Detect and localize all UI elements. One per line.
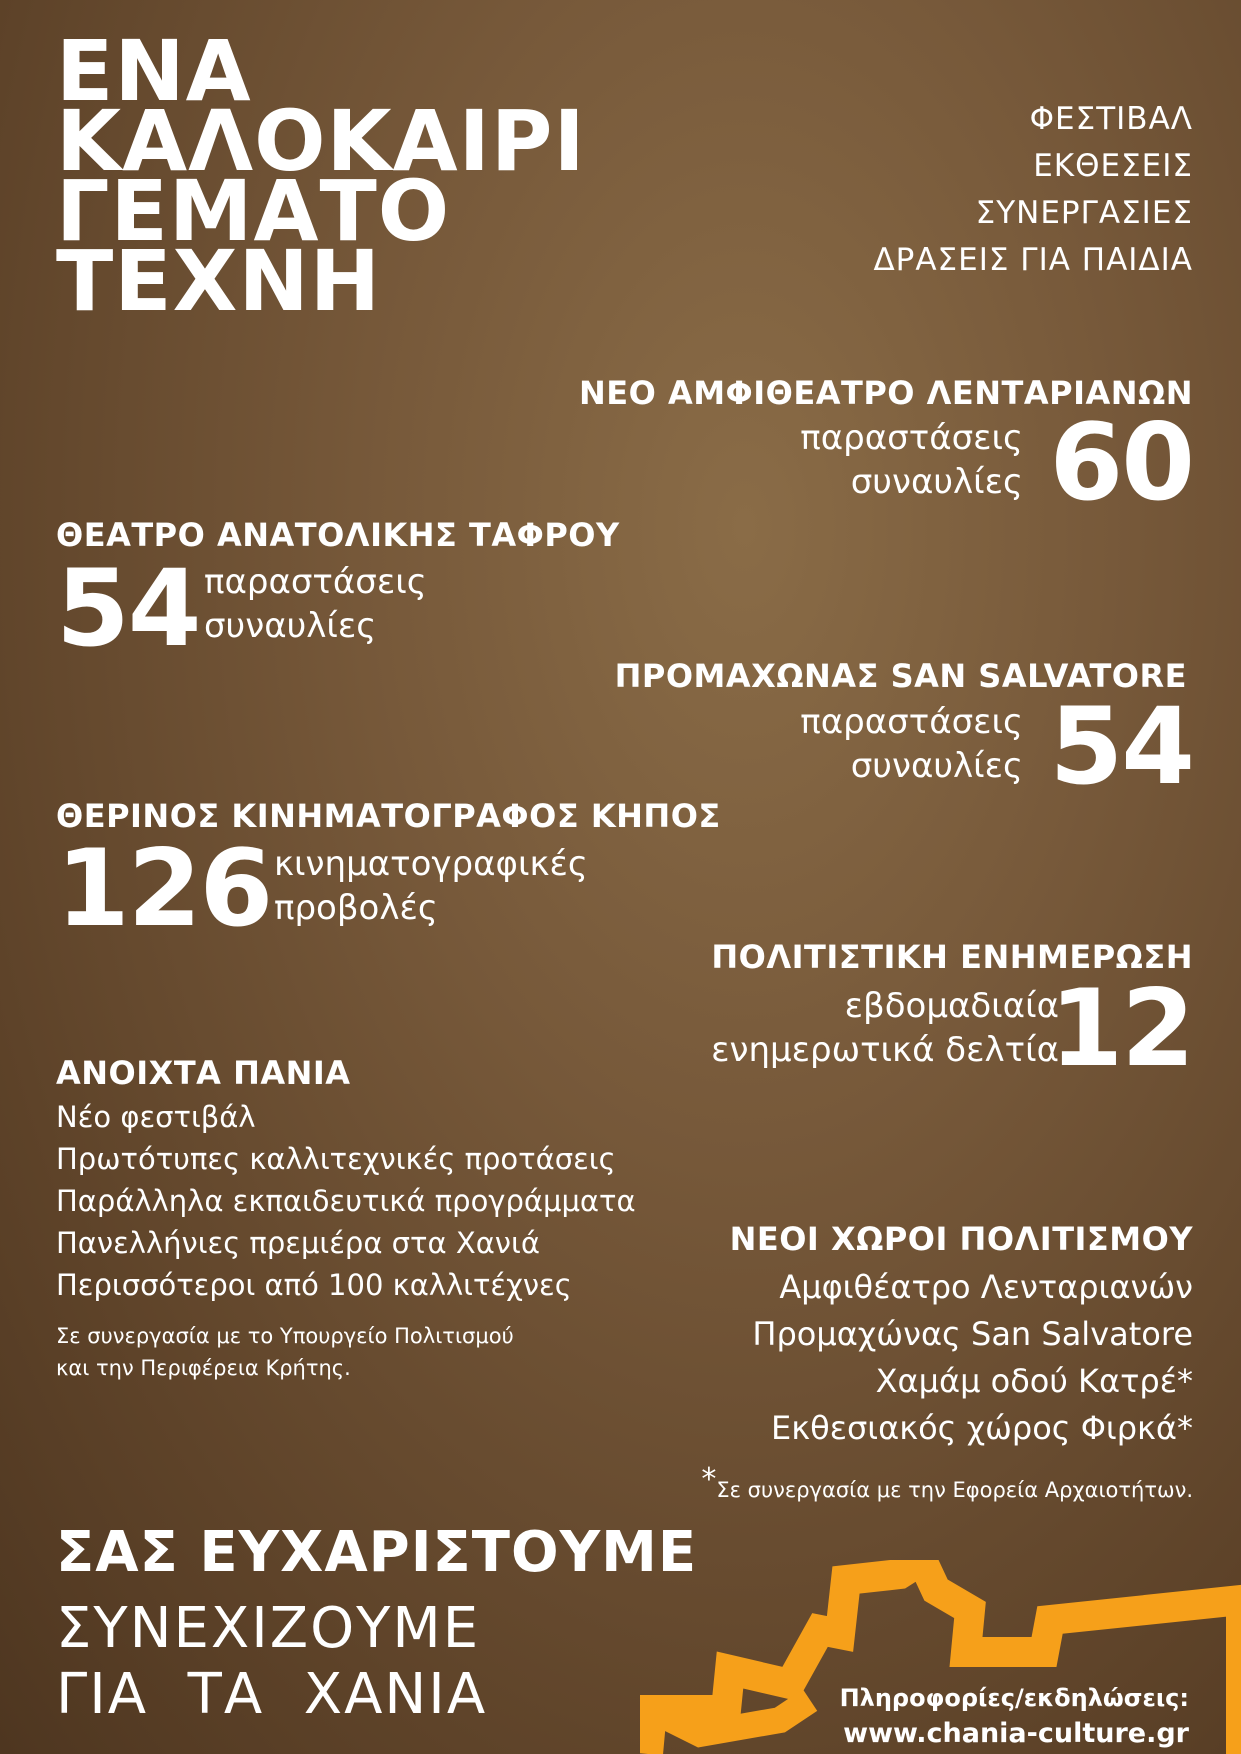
venue-desc-line: συναυλίες bbox=[204, 606, 377, 646]
venue-desc-san-salvatore bbox=[800, 700, 1023, 788]
footnote-mark: * bbox=[701, 1462, 717, 1497]
venue-desc-line: προβολές bbox=[274, 888, 438, 928]
venue-desc-line: παραστάσεις bbox=[800, 702, 1023, 742]
anoixta-pania-title: ΑΝΟΙΧΤΑ ΠΑΝΙΑ bbox=[56, 1054, 351, 1092]
list-item: Παράλληλα εκπαιδευτικά προγράμματα bbox=[56, 1184, 636, 1218]
note-line: και την Περιφέρεια Κρήτης. bbox=[56, 1356, 351, 1380]
continue-line: ΓΙΑ ΤΑ ΧΑΝΙΑ bbox=[56, 1662, 488, 1727]
venue-title-kipos: ΘΕΡΙΝΟΣ ΚΙΝΗΜΑΤΟΓΡΑΦΟΣ ΚΗΠΟΣ bbox=[56, 797, 721, 835]
main-title-line: ΚΑΛΟΚΑΙΡΙ bbox=[56, 92, 586, 190]
main-title-line: ΤΕΧΝΗ bbox=[56, 232, 382, 330]
list-item: Νέο φεστιβάλ bbox=[56, 1100, 256, 1134]
new-spaces-footnote bbox=[701, 1462, 1193, 1506]
venue-title-anatolikis-tafrou: ΘΕΑΤΡΟ ΑΝΑΤΟΛΙΚΗΣ ΤΑΦΡΟΥ bbox=[56, 516, 620, 554]
list-item: Προμαχώνας San Salvatore bbox=[752, 1315, 1193, 1353]
contact-label: Πληροφορίες/εκδηλώσεις: bbox=[839, 1684, 1189, 1712]
list-item: Χαμάμ οδού Κατρέ* bbox=[875, 1362, 1193, 1400]
list-item: Εκθεσιακός χώρος Φιρκά* bbox=[771, 1409, 1193, 1447]
category-item: ΣΥΝΕΡΓΑΣΙΕΣ bbox=[975, 195, 1193, 231]
venue-desc-line: ενημερωτικά δελτία bbox=[711, 1030, 1059, 1070]
new-spaces-title: ΝΕΟΙ ΧΩΡΟΙ ΠΟΛΙΤΙΣΜΟΥ bbox=[729, 1220, 1193, 1258]
list-item: Πανελλήνιες πρεμιέρα στα Χανιά bbox=[56, 1226, 540, 1260]
venue-desc-line: παραστάσεις bbox=[800, 418, 1023, 458]
thanks-heading: ΣΑΣ ΕΥΧΑΡΙΣΤΟΥΜΕ bbox=[56, 1520, 698, 1585]
category-item: ΔΡΑΣΕΙΣ ΓΙΑ ΠΑΙΔΙΑ bbox=[873, 242, 1193, 278]
continue-heading bbox=[56, 1596, 487, 1728]
main-title-line: ΓΕΜΑΤΟ bbox=[56, 162, 451, 260]
main-title-line: ΕΝΑ bbox=[56, 22, 252, 120]
anoixta-pania-list bbox=[56, 1096, 636, 1306]
category-item: ΕΚΘΕΣΕΙΣ bbox=[1033, 148, 1193, 184]
venue-desc-line: συναυλίες bbox=[850, 462, 1023, 502]
list-item: Πρωτότυπες καλλιτεχνικές προτάσεις bbox=[56, 1142, 616, 1176]
venue-desc-line: κινηματογραφικές bbox=[274, 844, 588, 884]
anoixta-pania-note bbox=[56, 1320, 514, 1384]
list-item: Περισσότεροι από 100 καλλιτέχνες bbox=[56, 1268, 572, 1302]
continue-line: ΣΥΝΕΧΙΖΟΥΜΕ bbox=[56, 1596, 481, 1661]
venue-desc-lentarianon bbox=[800, 416, 1023, 504]
venue-desc-line: εβδομαδιαία bbox=[844, 986, 1059, 1026]
category-list bbox=[873, 96, 1193, 284]
venue-title-enimerosi: ΠΟΛΙΤΙΣΤΙΚΗ ΕΝΗΜΕΡΩΣΗ bbox=[711, 938, 1193, 976]
footnote-text: Σε συνεργασία με την Εφορεία Αρχαιοτήτων. bbox=[716, 1478, 1193, 1502]
new-spaces-list bbox=[752, 1264, 1193, 1452]
venue-desc-line: παραστάσεις bbox=[204, 562, 427, 602]
venue-desc-kipos bbox=[274, 842, 588, 930]
contact-url[interactable]: www.chania-culture.gr bbox=[843, 1718, 1189, 1749]
main-title bbox=[56, 22, 586, 330]
venue-count-anatolikis-tafrou: 54 bbox=[56, 547, 200, 670]
list-item: Αμφιθέατρο Λενταριανών bbox=[779, 1268, 1193, 1306]
venue-count-lentarianon: 60 bbox=[1049, 401, 1193, 524]
venue-title-lentarianon: ΝΕΟ ΑΜΦΙΘΕΑΤΡΟ ΛΕΝΤΑΡΙΑΝΩΝ bbox=[578, 374, 1193, 412]
venue-count-enimerosi: 12 bbox=[1049, 967, 1193, 1090]
venue-desc-anatolikis-tafrou bbox=[204, 560, 427, 648]
note-line: Σε συνεργασία με το Υπουργείο Πολιτισμού bbox=[56, 1324, 514, 1348]
venue-desc-line: συναυλίες bbox=[850, 746, 1023, 786]
venue-count-kipos: 126 bbox=[56, 827, 272, 950]
contact-info bbox=[840, 1680, 1189, 1752]
venue-desc-enimerosi bbox=[711, 984, 1059, 1072]
category-item: ΦΕΣΤΙΒΑΛ bbox=[1029, 101, 1193, 137]
venue-title-san-salvatore: ΠΡΟΜΑΧΩΝΑΣ SAN SALVATORE bbox=[614, 657, 1187, 695]
venue-count-san-salvatore: 54 bbox=[1049, 685, 1193, 808]
